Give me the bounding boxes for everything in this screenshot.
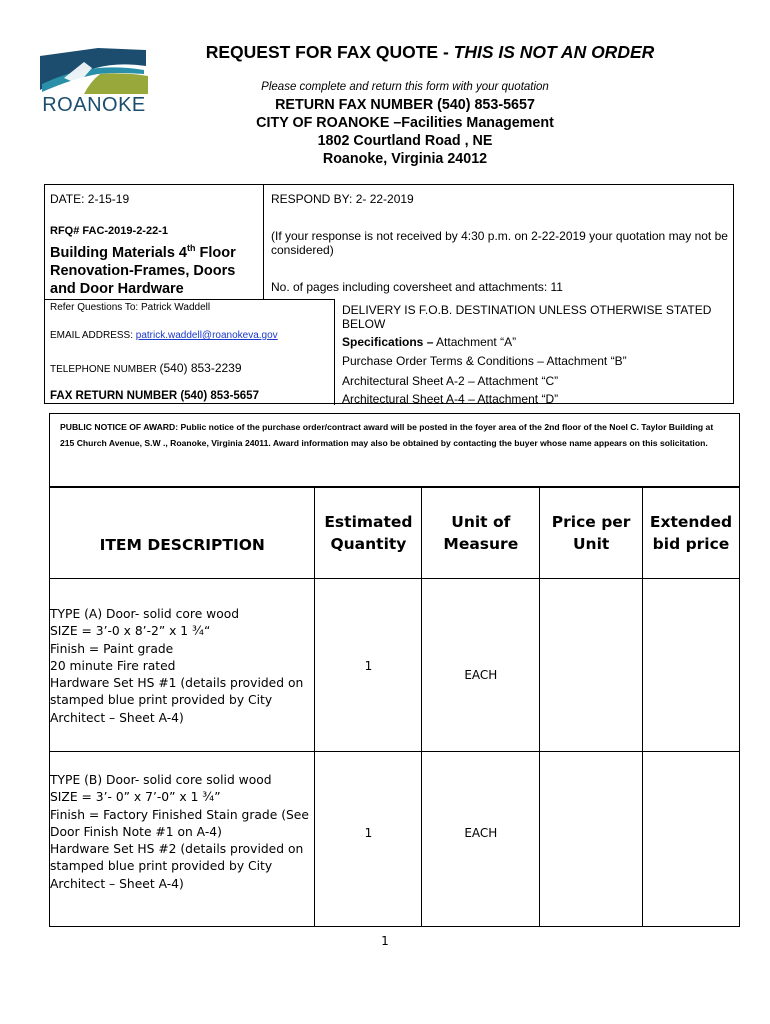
project-title: Building Materials 4th Floor Renovation-Frames, Doors and Door Hardware [50, 243, 236, 297]
table-header-row [50, 488, 740, 579]
instruction-note: Please complete and return this form with your quotation [261, 81, 549, 93]
attachment-b: Purchase Order Terms & Conditions – Attachment “B” [342, 354, 627, 368]
price-per-unit-input[interactable] [540, 752, 643, 927]
delivery-terms: DELIVERY IS F.O.B. DESTINATION UNLESS OTHERWISE STATED BELOW [342, 303, 712, 331]
fax-return-number: FAX RETURN NUMBER (540) 853-5657 [50, 390, 259, 402]
street-address: 1802 Courtland Road , NE [317, 133, 493, 149]
quantity-cell: 1 [315, 579, 422, 752]
refer-questions: Refer Questions To: Patrick Waddell [50, 302, 211, 313]
date-field: DATE: 2-15-19 [50, 192, 130, 206]
return-fax-number: RETURN FAX NUMBER (540) 853-5657 [275, 97, 535, 113]
header-extended-bid-price: Extended bid price [643, 488, 740, 579]
item-bid-table [49, 487, 740, 927]
email-line: EMAIL ADDRESS: patrick.waddell@roanokeva.gov [50, 330, 278, 341]
attachment-d: Architectural Sheet A-4 – Attachment “D” [342, 392, 559, 406]
header-price-per-unit: Price per Unit [540, 488, 643, 579]
city-dept: CITY OF ROANOKE –Facilities Management [256, 115, 554, 131]
telephone-line: TELEPHONE NUMBER (540) 853-2239 [50, 361, 242, 375]
header-estimated-quantity: Estimated Quantity [315, 488, 422, 579]
quantity-cell: 1 [315, 752, 422, 927]
respond-by-field: RESPOND BY: 2- 22-2019 [271, 192, 414, 206]
attachment-a: Specifications – Attachment “A” [342, 335, 517, 349]
table-row [50, 579, 740, 752]
notice-line-2: 215 Church Avenue, S.W ., Roanoke, Virginia 24011. Award information may also be obtained by contacting the buyer whose name appears on this solicitation. [60, 438, 708, 448]
email-link[interactable]: patrick.waddell@roanokeva.gov [135, 330, 278, 341]
extended-bid-price-input[interactable] [643, 579, 740, 752]
unit-cell: EACH [422, 752, 540, 927]
item-description-cell: TYPE (B) Door- solid core solid wood SIZE = 3’- 0” x 7’-0” x 1 ¾” Finish = Factory Finished Stain grade (See Door Finish Note #1 on A-4) Hardware Set HS #2 (details provided on stamped blue print provided by City Architect – Sheet A-4) [50, 752, 315, 927]
title-main: REQUEST FOR FAX QUOTE - [205, 42, 454, 62]
notice-line-1: PUBLIC NOTICE OF AWARD: Public notice of the purchase order/contract award will be posted in the foyer area of the 2nd floor of the Noel C. Taylor Building at [60, 422, 714, 432]
page-title [90, 42, 770, 63]
unit-cell: EACH [422, 579, 540, 752]
table-row [50, 752, 740, 927]
attachment-c: Architectural Sheet A-2 – Attachment “C” [342, 374, 559, 388]
logo-wordmark: ROANOKE [42, 94, 146, 116]
page-count: No. of pages including coversheet and attachments: 11 [271, 280, 563, 294]
city-state-zip: Roanoke, Virginia 24012 [322, 151, 488, 167]
price-per-unit-input[interactable] [540, 579, 643, 752]
header-unit-of-measure: Unit of Measure [422, 488, 540, 579]
public-notice-of-award [49, 413, 740, 487]
item-description-cell: TYPE (A) Door- solid core wood SIZE = 3’-0 x 8’-2” x 1 ¾“ Finish = Paint grade 20 minute Fire rated Hardware Set HS #1 (details provided on stamped blue print provided by City Architect – Sheet A-4) [50, 579, 315, 752]
page-number: 1 [381, 934, 389, 948]
header-item-description: ITEM DESCRIPTION [50, 488, 315, 579]
rfq-info-box [44, 184, 734, 404]
extended-bid-price-input[interactable] [643, 752, 740, 927]
rfq-number: RFQ# FAC-2019-2-22-1 [50, 225, 168, 237]
response-deadline-note: (If your response is not received by 4:30 p.m. on 2-22-2019 your quotation may not be considered) [271, 229, 728, 257]
title-emphasis: THIS IS NOT AN ORDER [453, 42, 655, 62]
